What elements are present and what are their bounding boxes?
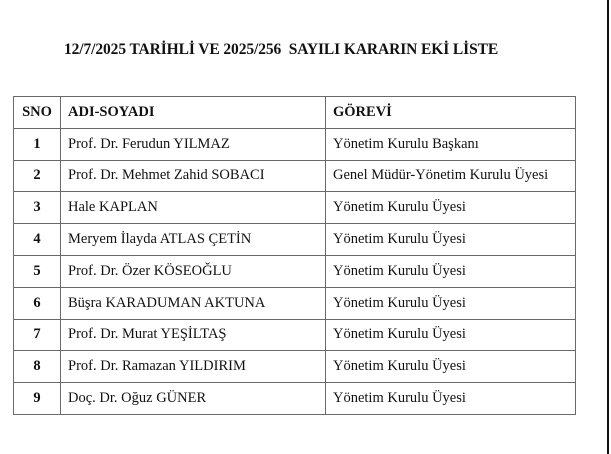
table-row xyxy=(14,351,576,383)
header-sno: SNO xyxy=(14,97,61,129)
cell-name: Büşra KARADUMAN AKTUNA xyxy=(61,287,326,319)
table-row xyxy=(14,255,576,287)
table-row xyxy=(14,192,576,224)
table-row xyxy=(14,160,576,192)
table-row xyxy=(14,224,576,256)
table-header-row xyxy=(14,97,576,129)
table-row xyxy=(14,383,576,415)
cell-name: Prof. Dr. Özer KÖSEOĞLU xyxy=(61,255,326,287)
cell-role: Yönetim Kurulu Üyesi xyxy=(326,192,576,224)
cell-sno: 9 xyxy=(14,383,61,415)
cell-name: Prof. Dr. Murat YEŞİLTAŞ xyxy=(61,319,326,351)
cell-role: Yönetim Kurulu Üyesi xyxy=(326,224,576,256)
cell-role: Yönetim Kurulu Üyesi xyxy=(326,287,576,319)
table-row xyxy=(14,319,576,351)
cell-sno: 1 xyxy=(14,128,61,160)
cell-role: Yönetim Kurulu Üyesi xyxy=(326,319,576,351)
cell-sno: 4 xyxy=(14,224,61,256)
cell-name: Prof. Dr. Ramazan YILDIRIM xyxy=(61,351,326,383)
cell-role: Genel Müdür-Yönetim Kurulu Üyesi xyxy=(326,160,576,192)
cell-sno: 3 xyxy=(14,192,61,224)
cell-sno: 2 xyxy=(14,160,61,192)
cell-sno: 5 xyxy=(14,255,61,287)
cell-role: Yönetim Kurulu Üyesi xyxy=(326,351,576,383)
cell-name: Doç. Dr. Oğuz GÜNER xyxy=(61,383,326,415)
cell-name: Prof. Dr. Mehmet Zahid SOBACI xyxy=(61,160,326,192)
cell-role: Yönetim Kurulu Üyesi xyxy=(326,383,576,415)
table-row xyxy=(14,128,576,160)
cell-role: Yönetim Kurulu Başkanı xyxy=(326,128,576,160)
cell-role: Yönetim Kurulu Üyesi xyxy=(326,255,576,287)
cell-sno: 8 xyxy=(14,351,61,383)
cell-sno: 6 xyxy=(14,287,61,319)
page-edge-divider xyxy=(607,0,609,454)
appointment-list-table xyxy=(13,96,576,415)
page-title: 12/7/2025 TARİHLİ VE 2025/256 SAYILI KARARIN EKİ LİSTE xyxy=(64,41,499,58)
cell-name: Hale KAPLAN xyxy=(61,192,326,224)
header-role: GÖREVİ xyxy=(326,97,576,129)
cell-name: Prof. Dr. Ferudun YILMAZ xyxy=(61,128,326,160)
cell-name: Meryem İlayda ATLAS ÇETİN xyxy=(61,224,326,256)
table-row xyxy=(14,287,576,319)
cell-sno: 7 xyxy=(14,319,61,351)
header-name: ADI-SOYADI xyxy=(61,97,326,129)
